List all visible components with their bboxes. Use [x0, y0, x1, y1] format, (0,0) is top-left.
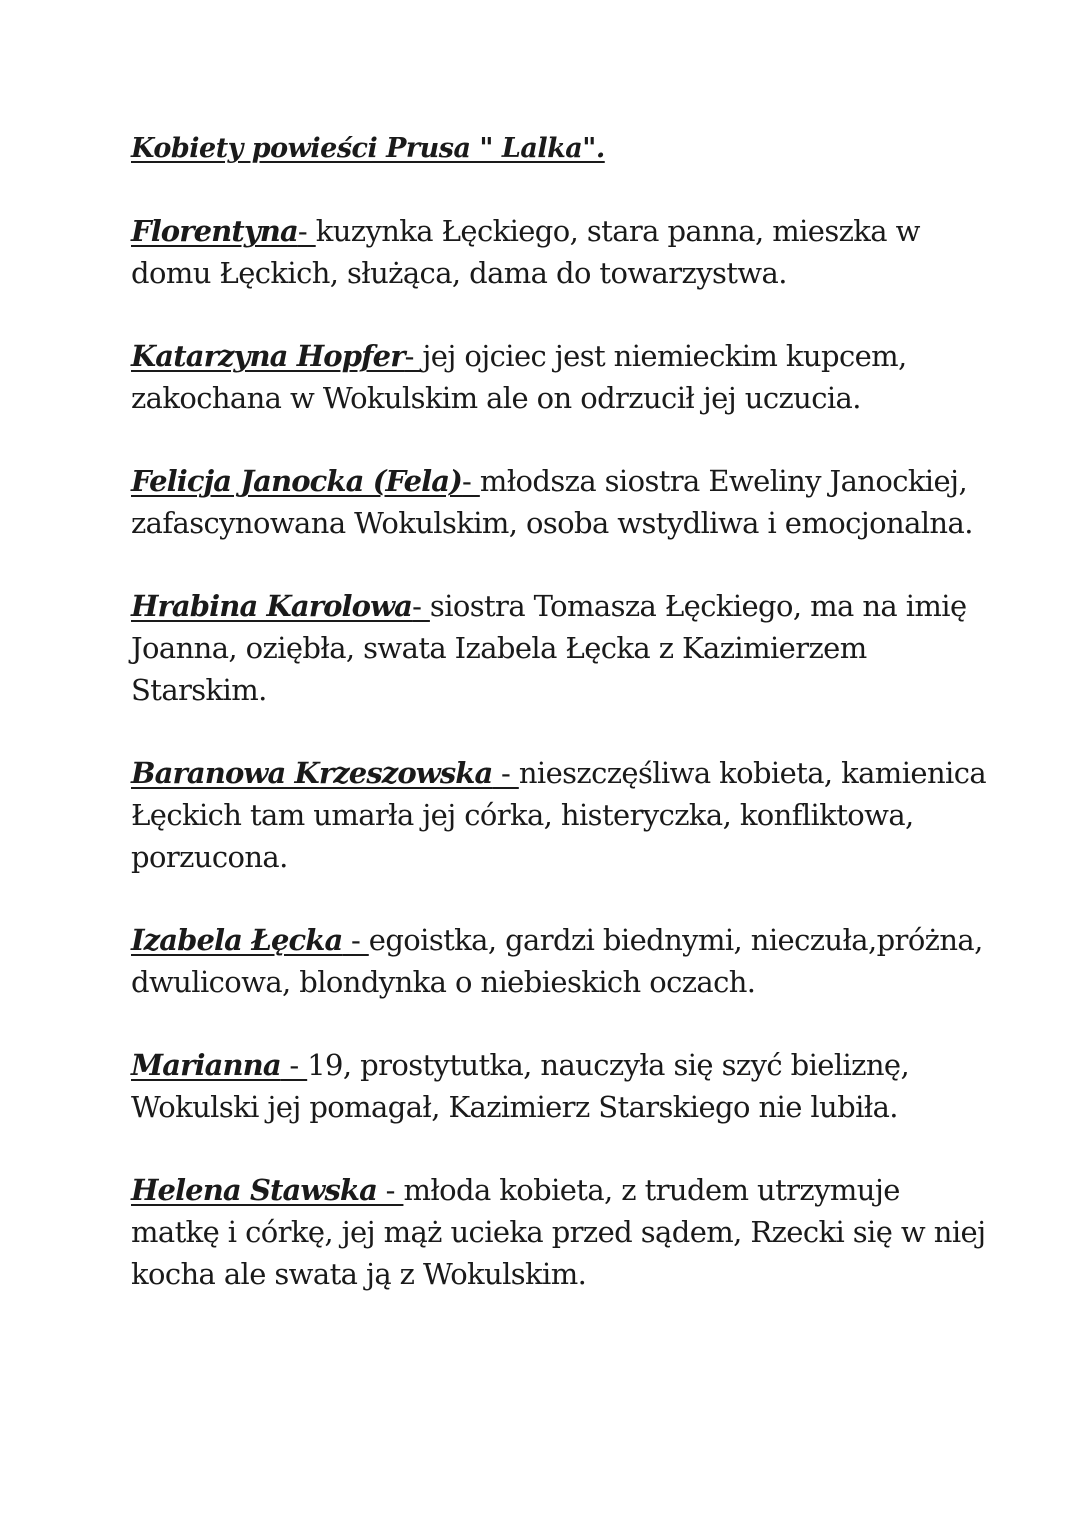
document-title: Kobiety powieści Prusa " Lalka". — [131, 133, 605, 164]
entry-name: Felicja Janocka (Fela) — [131, 464, 463, 498]
entry-izabela-lecka — [131, 919, 991, 1003]
entry-heading — [131, 1048, 307, 1082]
entry-separator: - — [280, 1048, 308, 1082]
entry-heading — [131, 464, 480, 498]
entry-description: młoda kobieta, z trudem utrzymuje matkę i córkę, jej mąż ucieka przed sądem, Rzecki się w niej kocha ale swata ją z Wokulskim. — [131, 1173, 986, 1291]
entry-separator: - — [297, 214, 316, 248]
entry-heading — [131, 1173, 403, 1207]
entry-heading — [131, 756, 519, 790]
entry-name: Izabela Łęcka — [131, 923, 343, 957]
entry-description: młodsza siostra Eweliny Janockiej, zafascynowana Wokulskim, osoba wstydliwa i emocjonalna. — [131, 464, 973, 540]
entry-heading — [131, 339, 422, 373]
entry-description: nieszczęśliwa kobieta, kamienica Łęckich tam umarła jej córka, histeryczka, konfliktowa, porzucona. — [131, 756, 987, 874]
entry-description: jej ojciec jest niemieckim kupcem, zakochana w Wokulskim ale on odrzucił jej uczucia. — [131, 339, 907, 415]
entry-helena-stawska — [131, 1169, 991, 1295]
entry-separator: - — [404, 339, 423, 373]
entry-heading — [131, 589, 430, 623]
entry-name: Florentyna — [131, 214, 298, 248]
entry-florentyna — [131, 210, 991, 294]
entry-hrabina-karolowa — [131, 585, 991, 711]
entry-separator: - — [492, 756, 519, 790]
entry-marianna — [131, 1044, 991, 1128]
entry-name: Hrabina Karolowa — [131, 589, 413, 623]
entry-separator: - — [377, 1173, 404, 1207]
entry-description: 19, prostytutka, nauczyła się szyć bieliznę, Wokulski jej pomagał, Kazimierz Starskiego nie lubiła. — [131, 1048, 910, 1124]
entry-baranowa-krzeszowska — [131, 752, 991, 878]
entry-heading — [131, 923, 369, 957]
document-page — [131, 128, 991, 1336]
entry-description: egoistka, gardzi biednymi, nieczuła,próżna, dwulicowa, blondynka o niebieskich oczach. — [131, 923, 983, 999]
entry-name: Baranowa Krzeszowska — [131, 756, 493, 790]
entry-separator: - — [412, 589, 430, 623]
entry-separator: - — [462, 464, 480, 498]
entry-description: kuzynka Łęckiego, stara panna, mieszka w domu Łęckich, służąca, dama do towarzystwa. — [131, 214, 920, 290]
entry-katarzyna-hopfer — [131, 335, 991, 419]
entry-name: Helena Stawska — [131, 1173, 377, 1207]
entry-name: Marianna — [131, 1048, 281, 1082]
entry-description: siostra Tomasza Łęckiego, ma na imię Joanna, oziębła, swata Izabela Łęcka z Kazimierzem Starskim. — [131, 589, 967, 707]
entry-heading — [131, 214, 316, 248]
entry-name: Katarzyna Hopfer — [131, 339, 405, 373]
entry-felicja-janocka — [131, 460, 991, 544]
entry-separator: - — [342, 923, 369, 957]
